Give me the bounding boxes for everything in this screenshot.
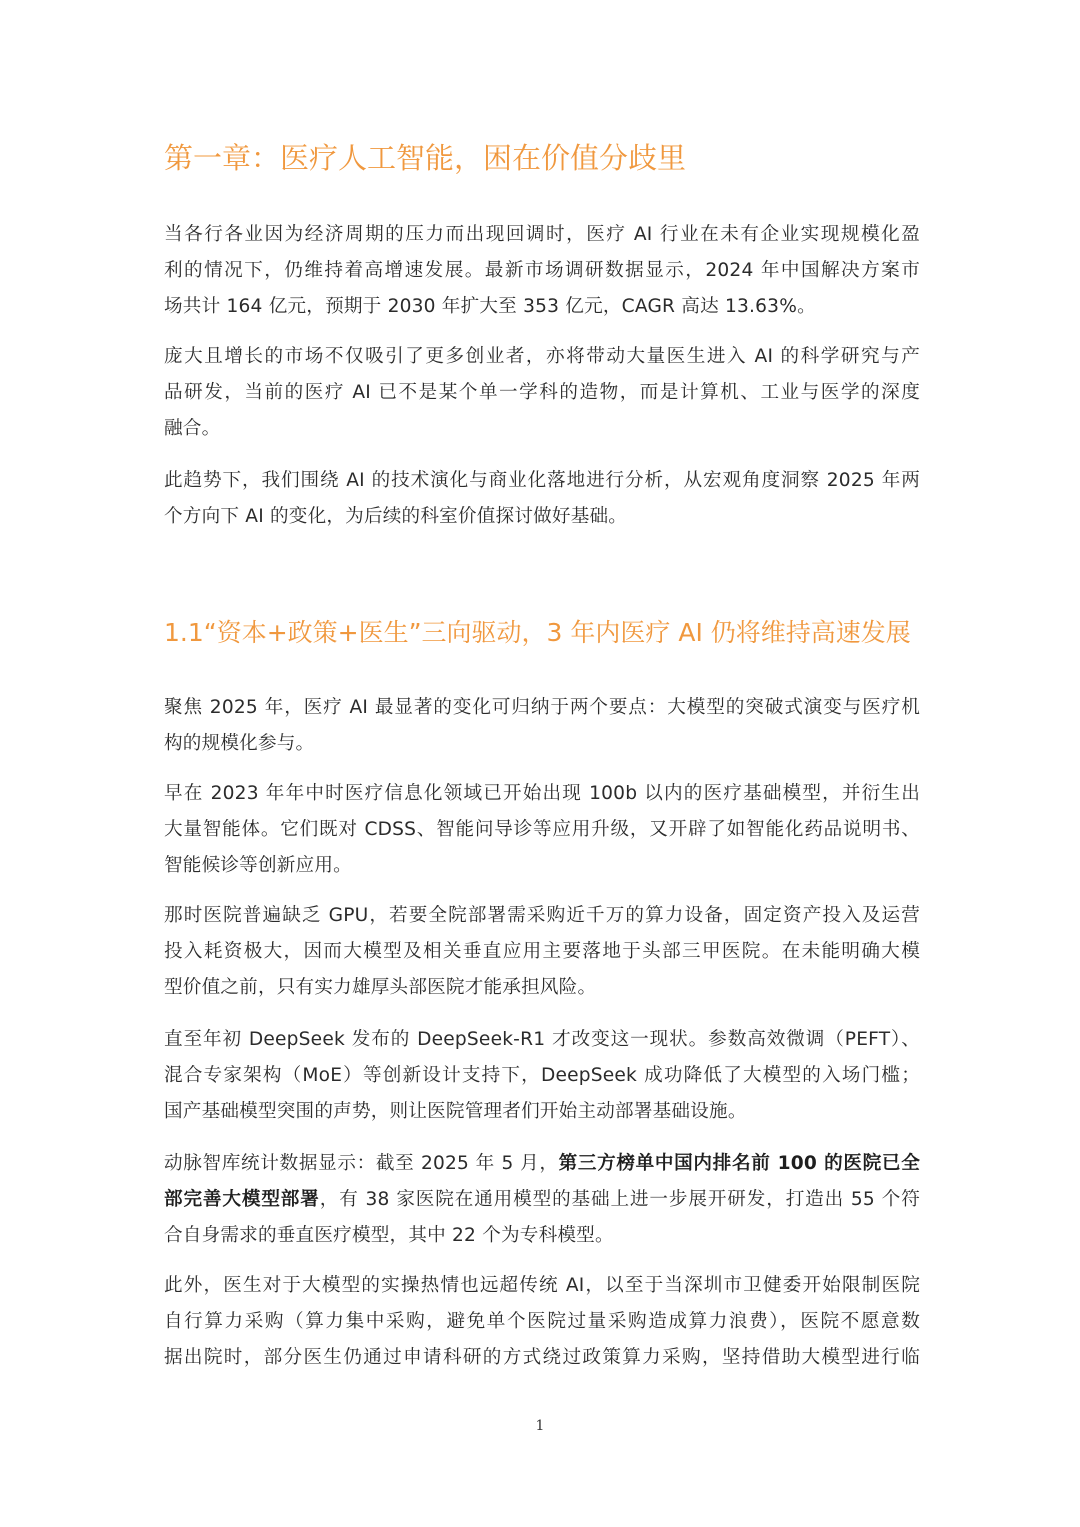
text-line: 型价值之前，只有实力雄厚头部医院才能承担风险。: [164, 977, 597, 998]
text-line: 投入耗资极大，因而大模型及相关垂直应用主要落地于头部三甲医院。在未能明确大模: [164, 941, 920, 962]
text-line: 此外，医生对于大模型的实操热情也远超传统 AI，以至于当深圳市卫健委开始限制医院: [164, 1275, 920, 1296]
section-paragraph-1: [164, 690, 920, 762]
text-line: 个方向下 AI 的变化，为后续的科室价值探讨做好基础。: [164, 506, 628, 527]
text-line: 此趋势下，我们围绕 AI 的技术演化与商业化落地进行分析，从宏观角度洞察 2025 年两: [164, 470, 920, 491]
section-paragraph-6: [164, 1268, 920, 1376]
intro-paragraph-3: [164, 463, 920, 535]
highlight-text: 第三方榜单中国内排名前 100 的医院已全: [558, 1153, 920, 1174]
intro-paragraph-1: [164, 217, 920, 325]
highlight-text: 部完善大模型部署: [164, 1189, 320, 1210]
text-line: 国产基础模型突围的声势，则让医院管理者们开始主动部署基础设施。: [164, 1101, 747, 1122]
text-line: 聚焦 2025 年，医疗 AI 最显著的变化可归纳于两个要点：大模型的突破式演变与医疗机: [164, 697, 920, 718]
text-line: 混合专家架构（MoE）等创新设计支持下，DeepSeek 成功降低了大模型的入场门槛；: [164, 1065, 920, 1086]
text-line: 构的规模化参与。: [164, 733, 315, 754]
text-line: 那时医院普遍缺乏 GPU，若要全院部署需采购近千万的算力设备，固定资产投入及运营: [164, 905, 920, 926]
text-line: 大量智能体。它们既对 CDSS、智能问导诊等应用升级，又开辟了如智能化药品说明书、: [164, 819, 920, 840]
text-line: 利的情况下，仍维持着高增速发展。最新市场调研数据显示，2024 年中国解决方案市: [164, 260, 920, 281]
section-paragraph-5: [164, 1146, 920, 1254]
text-line: 智能候诊等创新应用。: [164, 855, 352, 876]
page-number: 1: [535, 1418, 545, 1434]
text-line: [164, 1182, 920, 1218]
section-paragraph-3: [164, 898, 920, 1006]
text-line: 场共计 164 亿元，预期于 2030 年扩大至 353 亿元，CAGR 高达 13.63%。: [164, 296, 816, 317]
text-line: 融合。: [164, 418, 221, 439]
text-line: 早在 2023 年年中时医疗信息化领域已开始出现 100b 以内的医疗基础模型，并衍生出: [164, 783, 920, 804]
text-line: 直至年初 DeepSeek 发布的 DeepSeek-R1 才改变这一现状。参数高效微调（PEFT）、: [164, 1029, 920, 1050]
text-segment: ，有 38 家医院在通用模型的基础上进一步展开研发，打造出 55 个符: [319, 1189, 920, 1210]
text-line: 庞大且增长的市场不仅吸引了更多创业者，亦将带动大量医生进入 AI 的科学研究与产: [164, 346, 920, 367]
section-paragraph-2: [164, 776, 920, 884]
text-line: 自行算力采购（算力集中采购，避免单个医院过量采购造成算力浪费），医院不愿意数: [164, 1311, 920, 1332]
section-title: 1.1“资本+政策+医生”三向驱动，3 年内医疗 AI 仍将维持高速发展: [164, 618, 911, 647]
intro-paragraph-2: [164, 339, 920, 447]
text-line: 合自身需求的垂直医疗模型，其中 22 个为专科模型。: [164, 1225, 614, 1246]
text-line: 据出院时，部分医生仍通过申请科研的方式绕过政策算力采购，坚持借助大模型进行临: [164, 1347, 920, 1368]
text-line: 当各行各业因为经济周期的压力而出现回调时，医疗 AI 行业在未有企业实现规模化盈: [164, 224, 920, 245]
text-line: 品研发，当前的医疗 AI 已不是某个单一学科的造物，而是计算机、工业与医学的深度: [164, 382, 920, 403]
text-segment: 动脉智库统计数据显示：截至 2025 年 5 月，: [164, 1153, 559, 1174]
text-line: [164, 1146, 920, 1182]
chapter-title: 第一章：医疗人工智能，困在价值分歧里: [164, 141, 687, 175]
section-paragraph-4: [164, 1022, 920, 1130]
